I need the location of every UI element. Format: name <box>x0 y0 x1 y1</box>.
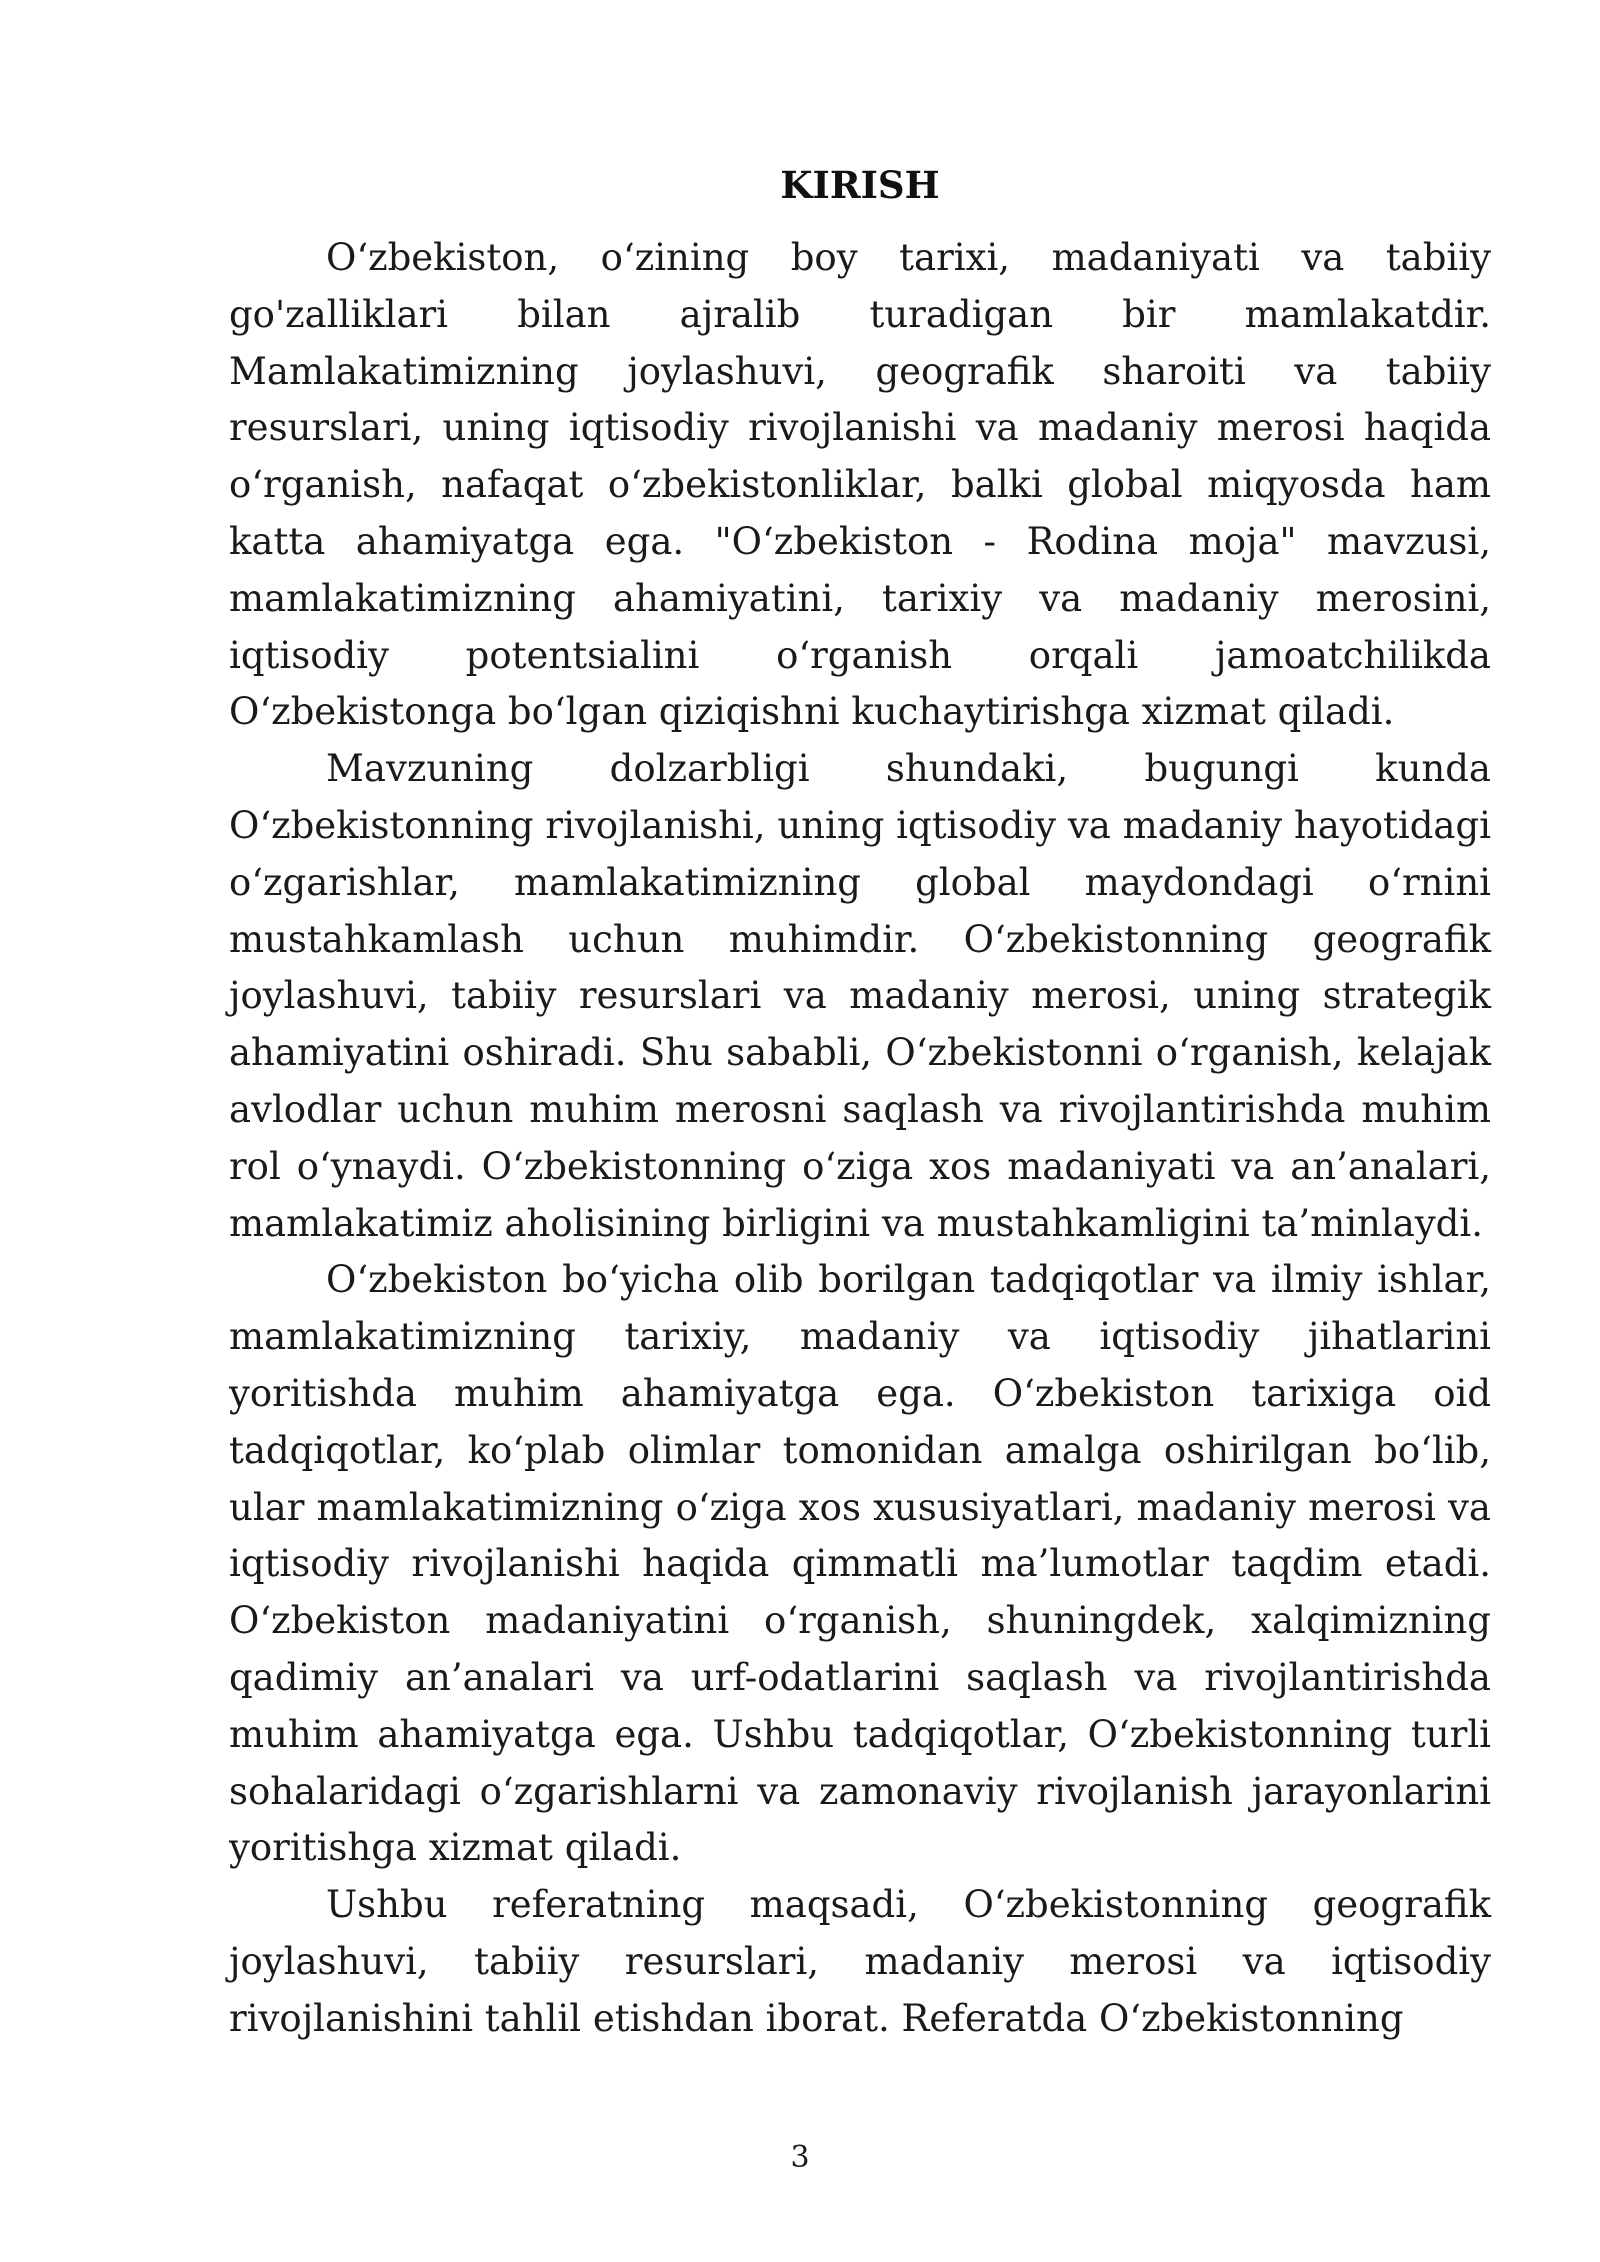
paragraph-4: Ushbu referatning maqsadi, O‘zbekistonning geografik joylashuvi, tabiiy resurslari, madaniy merosi va iqtisodiy rivojlanishini tahlil etishdan iborat. Referatda O‘zbekistonning <box>229 1883 1491 2040</box>
paragraph-3: O‘zbekiston bo‘yicha olib borilgan tadqiqotlar va ilmiy ishlar, mamlakatimizning tarixiy, madaniy va iqtisodiy jihatlarini yoritishda muhim ahamiyatga ega. O‘zbekiston tarixiga oid tadqiqotlar, ko‘plab olimlar tomonidan amalga oshirilgan bo‘lib, ular mamlakatimizning o‘ziga xos xususiyatlari, madaniy merosi va iqtisodiy rivojlanishi haqida qimmatli ma’lumotlar taqdim etadi. O‘zbekiston madaniyatini o‘rganish, shuningdek, xalqimizning qadimiy an’analari va urf-odatlarini saqlash va rivojlantirishda muhim ahamiyatga ega. Ushbu tadqiqotlar, O‘zbekistonning turli sohalaridagi o‘zgarishlarni va zamonaviy rivojlanish jarayonlarini yoritishga xizmat qiladi. <box>229 1258 1491 1870</box>
section-title: KIRISH <box>780 163 940 207</box>
paragraph-2: Mavzuning dolzarbligi shundaki, bugungi kunda O‘zbekistonning rivojlanishi, uning iqtisodiy va madaniy hayotidagi o‘zgarishlar, mamlakatimizning global maydondagi o‘rnini mustahkamlash uchun muhimdir. O‘zbekistonning geografik joylashuvi, tabiiy resurslari va madaniy merosi, uning strategik ahamiyatini oshiradi. Shu sababli, O‘zbekistonni o‘rganish, kelajak avlodlar uchun muhim merosni saqlash va rivojlantirishda muhim rol o‘ynaydi. O‘zbekistonning o‘ziga xos madaniyati va an’analari, mamlakatimiz aholisining birligini va mustahkamligini ta’minlaydi. <box>229 747 1491 1245</box>
page-number: 3 <box>790 2140 810 2175</box>
page-content <box>229 150 1491 2048</box>
paragraph-1: O‘zbekiston, o‘zining boy tarixi, madaniyati va tabiiy go'zalliklari bilan ajralib turadigan bir mamlakatdir. Mamlakatimizning joylashuvi, geografik sharoiti va tabiiy resurslari, uning iqtisodiy rivojlanishi va madaniy merosi haqida o‘rganish, nafaqat o‘zbekistonliklar, balki global miqyosda ham katta ahamiyatga ega. "O‘zbekiston - Rodina moja" mavzusi, mamlakatimizning ahamiyatini, tarixiy va madaniy merosini, iqtisodiy potentsialini o‘rganish orqali jamoatchilikda O‘zbekistonga bo‘lgan qiziqishni kuchaytirishga xizmat qiladi. <box>229 236 1491 734</box>
